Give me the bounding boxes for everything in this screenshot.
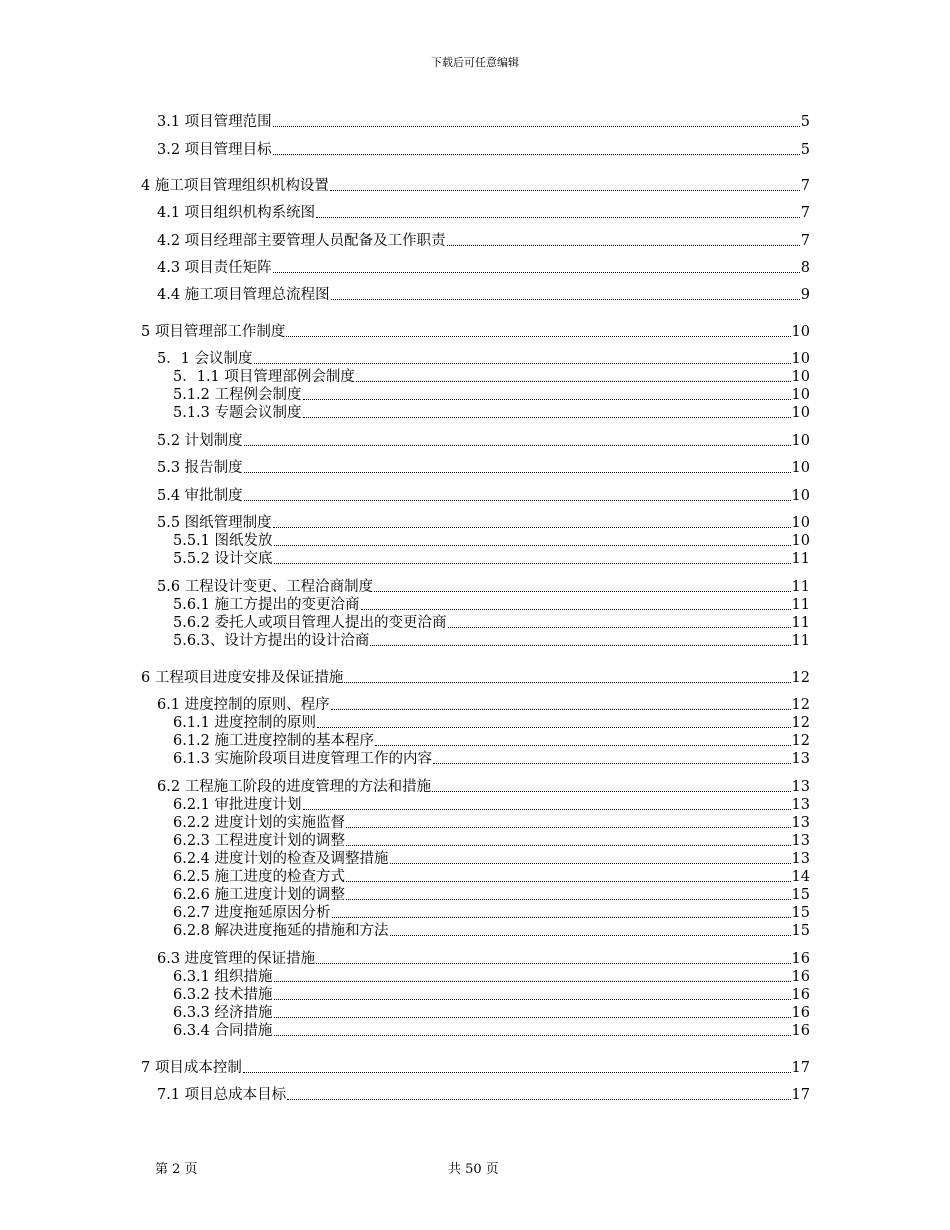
toc-entry[interactable] (173, 1004, 810, 1022)
toc-dot-leader (274, 1016, 791, 1018)
toc-entry-title: 3.2 项目管理目标 (157, 142, 272, 158)
toc-entry-title: 6.1 进度控制的原则、程序 (157, 697, 330, 713)
toc-dot-leader (287, 1098, 790, 1100)
toc-entry-title: 6.2.8 解决进度拖延的措施和方法 (173, 923, 389, 939)
toc-entry-title: 4.3 项目责任矩阵 (157, 260, 272, 276)
toc-entry-title: 5.2 计划制度 (157, 433, 243, 449)
toc-entry-page: 15 (791, 923, 810, 939)
page-header: 下载后可任意编辑 (431, 56, 519, 69)
toc-dot-leader (274, 998, 791, 1000)
toc-entry-page: 7 (800, 205, 810, 221)
toc-entry-title: 3.1 项目管理范围 (157, 114, 272, 130)
toc-entry-page: 13 (791, 851, 810, 867)
toc-entry[interactable] (157, 113, 810, 131)
toc-entry-title: 6.3.3 经济措施 (173, 1005, 273, 1021)
toc-entry-page: 11 (791, 551, 810, 567)
toc-entry[interactable] (157, 432, 810, 450)
toc-entry[interactable] (157, 778, 810, 796)
toc-entry-page: 10 (791, 387, 810, 403)
toc-entry-title: 6.2 工程施工阶段的进度管理的方法和措施 (157, 779, 432, 795)
toc-entry-title: 6.3.1 组织措施 (173, 969, 273, 985)
toc-entry[interactable] (173, 968, 810, 986)
toc-entry[interactable] (173, 614, 810, 632)
toc-entry[interactable] (173, 386, 810, 404)
toc-entry-page: 11 (791, 579, 810, 595)
toc-entry[interactable] (157, 578, 810, 596)
toc-entry-page: 17 (791, 1060, 810, 1076)
toc-entry-page: 13 (791, 751, 810, 767)
toc-entry-title: 7.1 项目总成本目标 (157, 1087, 287, 1103)
toc-entry-page: 10 (791, 460, 810, 476)
toc-entry-title: 6.2.5 施工进度的检查方式 (173, 869, 346, 885)
toc-entry[interactable] (141, 1059, 810, 1077)
toc-entry-page: 12 (791, 670, 810, 686)
toc-dot-leader (274, 544, 791, 546)
toc-entry-page: 12 (791, 715, 810, 731)
toc-entry[interactable] (157, 232, 810, 250)
toc-entry-page: 14 (791, 869, 810, 885)
toc-entry-title: 5．1.1 项目管理部例会制度 (173, 369, 355, 385)
toc-entry-title: 5.1.3 专题会议制度 (173, 405, 302, 421)
toc-entry-page: 5 (800, 142, 810, 158)
toc-entry[interactable] (157, 259, 810, 277)
toc-dot-leader (390, 862, 791, 864)
toc-entry[interactable] (173, 796, 810, 814)
toc-entry-page: 16 (791, 969, 810, 985)
toc-dot-leader (361, 608, 791, 610)
toc-entry[interactable] (173, 850, 810, 868)
toc-entry-page: 16 (791, 951, 810, 967)
toc-entry-title: 6.1.1 进度控制的原则 (173, 715, 317, 731)
toc-dot-leader (303, 398, 791, 400)
toc-dot-leader (330, 189, 800, 191)
toc-dot-leader (375, 744, 791, 746)
toc-dot-leader (303, 808, 791, 810)
toc-entry-page: 7 (800, 233, 810, 249)
toc-dot-leader (346, 844, 791, 846)
toc-dot-leader (273, 125, 800, 127)
toc-entry-page: 9 (800, 287, 810, 303)
toc-dot-leader (273, 526, 791, 528)
toc-entry-title: 5．1 会议制度 (157, 351, 253, 367)
toc-entry[interactable] (173, 632, 810, 650)
toc-entry-title: 6.3.4 合同措施 (173, 1023, 273, 1039)
toc-entry-page: 8 (800, 260, 810, 276)
toc-entry-title: 6.2.4 进度计划的检查及调整措施 (173, 851, 389, 867)
toc-entry[interactable] (173, 922, 810, 940)
toc-entry[interactable] (157, 286, 810, 304)
toc-entry[interactable] (141, 177, 810, 195)
toc-entry[interactable] (157, 1086, 810, 1104)
toc-entry-page: 12 (791, 733, 810, 749)
toc-entry-title: 6 工程项目进度安排及保证措施 (141, 670, 344, 686)
toc-entry[interactable] (173, 596, 810, 614)
toc-entry-title: 6.1.2 施工进度控制的基本程序 (173, 733, 375, 749)
toc-entry-title: 6.2.2 进度计划的实施监督 (173, 815, 346, 831)
toc-entry-page: 10 (791, 324, 810, 340)
toc-dot-leader (244, 499, 791, 501)
toc-entry-title: 5.1.2 工程例会制度 (173, 387, 302, 403)
toc-entry-title: 5.5.2 设计交底 (173, 551, 273, 567)
toc-entry[interactable] (157, 459, 810, 477)
toc-entry[interactable] (173, 904, 810, 922)
toc-dot-leader (432, 790, 790, 792)
toc-entry[interactable] (157, 514, 810, 532)
toc-entry[interactable] (173, 750, 810, 768)
toc-dot-leader (331, 298, 800, 300)
toc-entry-title: 5.6.2 委托人或项目管理人提出的变更洽商 (173, 615, 447, 631)
toc-dot-leader (370, 644, 790, 646)
toc-dot-leader (274, 1034, 791, 1036)
toc-entry-page: 5 (800, 114, 810, 130)
toc-entry-page: 10 (791, 351, 810, 367)
toc-dot-leader (346, 880, 791, 882)
toc-entry[interactable] (157, 487, 810, 505)
toc-entry-page: 10 (791, 515, 810, 531)
toc-entry[interactable] (173, 814, 810, 832)
toc-entry[interactable] (173, 886, 810, 904)
toc-entry-title: 5.5.1 图纸发放 (173, 533, 273, 549)
toc-entry[interactable] (173, 832, 810, 850)
toc-entry-page: 16 (791, 1023, 810, 1039)
toc-entry-page: 10 (791, 488, 810, 504)
toc-entry-title: 5.6 工程设计变更、工程洽商制度 (157, 579, 374, 595)
toc-entry-title: 4.2 项目经理部主要管理人员配备及工作职责 (157, 233, 446, 249)
toc-entry[interactable] (173, 868, 810, 886)
toc-entry-title: 6.3.2 技术措施 (173, 987, 273, 1003)
toc-entry-title: 5.5 图纸管理制度 (157, 515, 272, 531)
toc-entry[interactable] (173, 368, 810, 386)
toc-dot-leader (356, 380, 791, 382)
toc-entry-title: 6.3 进度管理的保证措施 (157, 951, 316, 967)
toc-dot-leader (316, 216, 800, 218)
toc-dot-leader (244, 444, 791, 446)
toc-entry-page: 15 (791, 905, 810, 921)
page-number: 第 2 页 (155, 1162, 198, 1177)
toc-entry[interactable] (173, 986, 810, 1004)
toc-entry-page: 7 (800, 178, 810, 194)
toc-dot-leader (447, 244, 800, 246)
toc-entry-page: 13 (791, 797, 810, 813)
toc-entry[interactable] (173, 714, 810, 732)
toc-entry-title: 6.1.3 实施阶段项目进度管理工作的内容 (173, 751, 433, 767)
toc-entry-title: 5.6.3、设计方提出的设计洽商 (173, 633, 370, 649)
toc-entry-title: 5.4 审批制度 (157, 488, 243, 504)
toc-entry[interactable] (157, 204, 810, 222)
toc-entry[interactable] (157, 696, 810, 714)
toc-entry-title: 4.4 施工项目管理总流程图 (157, 287, 330, 303)
toc-entry[interactable] (141, 323, 810, 341)
toc-dot-leader (303, 416, 791, 418)
toc-dot-leader (346, 898, 791, 900)
toc-entry-title: 6.2.6 施工进度计划的调整 (173, 887, 346, 903)
toc-entry[interactable] (157, 141, 810, 159)
toc-dot-leader (374, 590, 790, 592)
toc-dot-leader (344, 681, 790, 683)
toc-entry-page: 11 (791, 615, 810, 631)
toc-dot-leader (273, 271, 800, 273)
toc-entry-title: 6.2.1 审批进度计划 (173, 797, 302, 813)
toc-entry-page: 11 (791, 633, 810, 649)
toc-dot-leader (243, 1071, 791, 1073)
toc-dot-leader (274, 980, 791, 982)
toc-entry-page: 16 (791, 1005, 810, 1021)
toc-entry-title: 5.3 报告制度 (157, 460, 243, 476)
toc-dot-leader (286, 335, 790, 337)
toc-entry-page: 10 (791, 369, 810, 385)
toc-entry-page: 10 (791, 533, 810, 549)
toc-entry-page: 11 (791, 597, 810, 613)
toc-dot-leader (332, 916, 791, 918)
toc-entry-title: 4.1 项目组织机构系统图 (157, 205, 316, 221)
toc-entry[interactable] (173, 550, 810, 568)
toc-entry-page: 13 (791, 815, 810, 831)
toc-entry-page: 10 (791, 405, 810, 421)
toc-entry-title: 6.2.3 工程进度计划的调整 (173, 833, 346, 849)
toc-dot-leader (274, 562, 791, 564)
toc-dot-leader (448, 626, 791, 628)
toc-entry-title: 7 项目成本控制 (141, 1060, 242, 1076)
toc-entry-page: 13 (791, 833, 810, 849)
toc-entry[interactable] (157, 950, 810, 968)
toc-entry-title: 6.2.7 进度拖延原因分析 (173, 905, 331, 921)
toc-dot-leader (390, 934, 791, 936)
toc-entry-page: 17 (791, 1087, 810, 1103)
toc-entry-page: 10 (791, 433, 810, 449)
toc-entry[interactable] (141, 669, 810, 687)
toc-entry-page: 13 (791, 779, 810, 795)
toc-entry-title: 4 施工项目管理组织机构设置 (141, 178, 329, 194)
toc-entry[interactable] (157, 350, 810, 368)
toc-entry[interactable] (173, 732, 810, 750)
toc-entry[interactable] (173, 1022, 810, 1040)
toc-dot-leader (273, 153, 800, 155)
toc-entry-title: 5.6.1 施工方提出的变更洽商 (173, 597, 360, 613)
toc-dot-leader (254, 362, 791, 364)
toc-dot-leader (433, 762, 791, 764)
toc-dot-leader (331, 708, 791, 710)
toc-entry[interactable] (173, 532, 810, 550)
toc-dot-leader (244, 471, 791, 473)
toc-entry-page: 15 (791, 887, 810, 903)
toc-dot-leader (316, 962, 790, 964)
toc-entry[interactable] (173, 404, 810, 422)
toc-dot-leader (317, 726, 791, 728)
toc-dot-leader (346, 826, 791, 828)
toc-entry-page: 12 (791, 697, 810, 713)
toc-entry-page: 16 (791, 987, 810, 1003)
toc-entry-title: 5 项目管理部工作制度 (141, 324, 286, 340)
page-total: 共 50 页 (448, 1162, 499, 1177)
